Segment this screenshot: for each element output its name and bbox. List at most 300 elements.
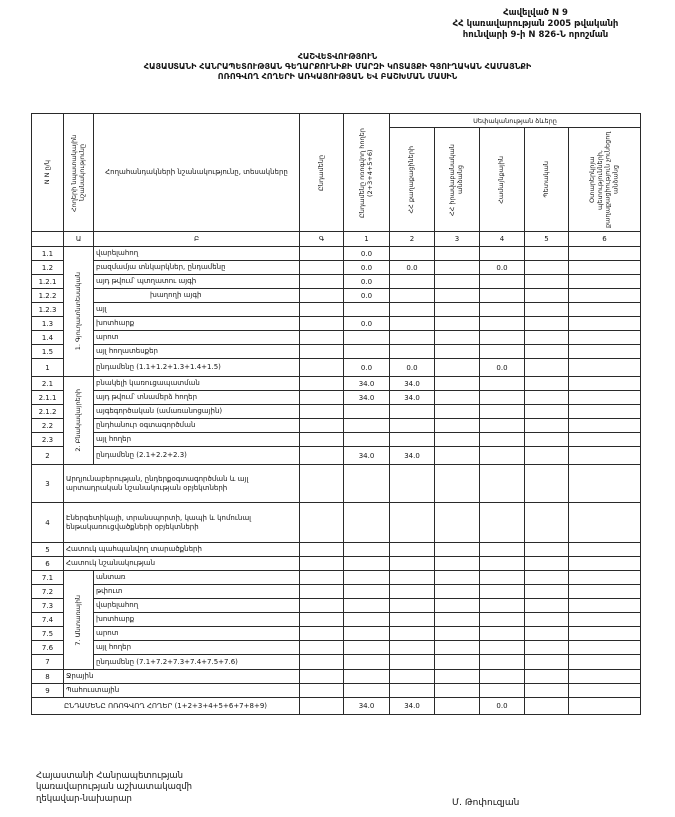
- value-cell: [390, 247, 435, 261]
- value-cell: [390, 684, 435, 698]
- value-cell: [344, 419, 390, 433]
- table-row: [32, 599, 641, 613]
- section-label: 7. Անտառային: [73, 594, 82, 646]
- value-cell: [569, 465, 641, 503]
- value-cell: [525, 655, 569, 670]
- table-row: [32, 698, 641, 715]
- col-header-foreign-text: Օտարերկրյա պետությունների, քաղաքացիություն չունեցող անձանց: [587, 131, 620, 228]
- value-cell: [390, 433, 435, 447]
- row-number: 4: [32, 503, 64, 543]
- row-label: ընդամենը (7.1+7.2+7.3+7.4+7.5+7.6): [94, 655, 300, 670]
- value-cell: [525, 447, 569, 465]
- table-row: [32, 585, 641, 599]
- value-cell: [480, 543, 525, 557]
- footer-line-2: կառավարության աշխատակազմի: [36, 782, 193, 793]
- col-header-state-text: Պետական: [541, 161, 550, 198]
- row-label: Հատուկ նշանակության: [64, 557, 300, 571]
- value-cell: [569, 303, 641, 317]
- value-cell: 0.0: [390, 359, 435, 377]
- value-cell: [390, 557, 435, 571]
- row-number: 2: [32, 447, 64, 465]
- value-cell: 0.0: [480, 359, 525, 377]
- table-row: [32, 627, 641, 641]
- col-header-description: Հողահանդակների նշանակությունը, տեսակները: [94, 114, 300, 232]
- value-cell: [569, 391, 641, 405]
- value-cell: [525, 465, 569, 503]
- value-cell: 34.0: [390, 377, 435, 391]
- value-cell: [569, 317, 641, 331]
- value-cell: [435, 405, 480, 419]
- value-cell: [525, 698, 569, 715]
- value-cell: [435, 585, 480, 599]
- value-cell: [435, 557, 480, 571]
- value-cell: [525, 571, 569, 585]
- value-cell: [435, 543, 480, 557]
- value-cell: [300, 655, 344, 670]
- value-cell: [525, 503, 569, 543]
- ownership-group-header: Սեփականության ձևերը: [390, 114, 641, 128]
- value-cell: [344, 503, 390, 543]
- value-cell: [300, 543, 344, 557]
- title-line-2: ՀԱՅԱՍՏԱՆԻ ՀԱՆՐԱՊԵՏՈՒԹՅԱՆ ԳԵՂԱՐՔՈՒՆԻՔԻ ՄԱՐԶԻ ԿՈՏԱՅՔԻ ԳՅՈՒՂԱԿԱՆ ՀԱՄԱՅՆՔԻ: [143, 62, 532, 71]
- value-cell: [344, 655, 390, 670]
- value-cell: [344, 670, 390, 684]
- row-number: 2.1.1: [32, 391, 64, 405]
- row-label: այլ հողատեսքեր: [94, 345, 300, 359]
- value-cell: [344, 433, 390, 447]
- section-cell: [64, 571, 94, 670]
- row-label: Պահուստային: [64, 684, 300, 698]
- value-cell: [525, 261, 569, 275]
- value-cell: [525, 331, 569, 345]
- value-cell: [525, 303, 569, 317]
- value-cell: [525, 543, 569, 557]
- table-row: [32, 543, 641, 557]
- row-label: այդ թվում՝ տնամերձ հողեր: [94, 391, 300, 405]
- value-cell: [344, 303, 390, 317]
- value-cell: [569, 670, 641, 684]
- row-label: վարելահող: [94, 247, 300, 261]
- value-cell: [390, 627, 435, 641]
- value-cell: [435, 698, 480, 715]
- value-cell: [569, 359, 641, 377]
- value-cell: [525, 359, 569, 377]
- col-header-community-text: Համայնքային: [497, 155, 506, 204]
- value-cell: [300, 275, 344, 289]
- value-cell: [480, 345, 525, 359]
- value-cell: [344, 331, 390, 345]
- value-cell: [480, 405, 525, 419]
- value-cell: [300, 585, 344, 599]
- value-cell: 0.0: [344, 275, 390, 289]
- row-number: 8: [32, 670, 64, 684]
- row-label: արոտ: [94, 331, 300, 345]
- value-cell: [344, 557, 390, 571]
- value-cell: [300, 571, 344, 585]
- header-row-group: [32, 114, 641, 128]
- value-cell: 34.0: [390, 447, 435, 465]
- value-cell: [525, 247, 569, 261]
- value-cell: [344, 599, 390, 613]
- row-number: 1.2.3: [32, 303, 64, 317]
- value-cell: [569, 261, 641, 275]
- table-row: [32, 331, 641, 345]
- value-cell: [344, 684, 390, 698]
- value-cell: [435, 599, 480, 613]
- value-cell: [435, 377, 480, 391]
- row-label: արոտ: [94, 627, 300, 641]
- value-cell: [569, 377, 641, 391]
- row-label: բազմամյա տնկարկներ, ընդամենը: [94, 261, 300, 275]
- table-row: [32, 447, 641, 465]
- value-cell: [344, 627, 390, 641]
- value-cell: [300, 317, 344, 331]
- value-cell: [300, 670, 344, 684]
- value-cell: [480, 557, 525, 571]
- value-cell: [435, 433, 480, 447]
- value-cell: [480, 655, 525, 670]
- col-header-legal-text: ՀՀ իրավաբանական անձանց: [448, 143, 464, 216]
- row-label: բնակելի կառուցապատման: [94, 377, 300, 391]
- value-cell: [435, 641, 480, 655]
- col-header-num: [32, 114, 64, 232]
- value-cell: [300, 247, 344, 261]
- value-cell: [480, 377, 525, 391]
- value-cell: [569, 557, 641, 571]
- value-cell: [569, 433, 641, 447]
- value-cell: [480, 684, 525, 698]
- value-cell: [300, 345, 344, 359]
- row-number: 7.4: [32, 613, 64, 627]
- value-cell: [435, 613, 480, 627]
- row-number: 7: [32, 655, 64, 670]
- value-cell: [390, 465, 435, 503]
- row-number: 1.3: [32, 317, 64, 331]
- row-number: 7.6: [32, 641, 64, 655]
- value-cell: [480, 503, 525, 543]
- value-cell: [435, 345, 480, 359]
- value-cell: [525, 345, 569, 359]
- title-line-1: ՀԱՇՎԵՏՎՈՒԹՅՈՒՆ: [297, 52, 378, 61]
- value-cell: [300, 557, 344, 571]
- value-cell: 34.0: [390, 698, 435, 715]
- value-cell: [525, 405, 569, 419]
- value-cell: 34.0: [344, 391, 390, 405]
- row-label: այգեգործական (ամառանոցային): [94, 405, 300, 419]
- value-cell: [525, 433, 569, 447]
- section-cell: [64, 377, 94, 465]
- table-row: [32, 465, 641, 503]
- value-cell: 0.0: [344, 359, 390, 377]
- row-number: 1.1: [32, 247, 64, 261]
- letter-cell: 4: [480, 232, 525, 247]
- section-label: 2. Բնակավայրերի: [73, 389, 82, 452]
- table-row: [32, 391, 641, 405]
- value-cell: [344, 641, 390, 655]
- letter-cell: Բ: [94, 232, 300, 247]
- letter-cell: 6: [569, 232, 641, 247]
- value-cell: [525, 557, 569, 571]
- col-header-irrigated: [344, 114, 390, 232]
- table-row: [32, 684, 641, 698]
- col-header-foreign: [569, 128, 641, 232]
- col-header-legal: [435, 128, 480, 232]
- value-cell: [569, 655, 641, 670]
- value-cell: [300, 391, 344, 405]
- value-cell: 0.0: [344, 247, 390, 261]
- value-cell: [390, 543, 435, 557]
- value-cell: [344, 345, 390, 359]
- row-label: ընդհանուր օգտագործման: [94, 419, 300, 433]
- value-cell: [480, 585, 525, 599]
- letter-cell-blank: [32, 232, 64, 247]
- value-cell: [435, 447, 480, 465]
- table-row: [32, 613, 641, 627]
- value-cell: [480, 433, 525, 447]
- row-label: խոտհարք: [94, 317, 300, 331]
- table-row: [32, 670, 641, 684]
- value-cell: [569, 247, 641, 261]
- row-number: 2.1: [32, 377, 64, 391]
- row-label: ընդամենը (2.1+2.2+2.3): [94, 447, 300, 465]
- col-header-citizens: [390, 128, 435, 232]
- value-cell: [480, 317, 525, 331]
- value-cell: [344, 465, 390, 503]
- value-cell: [569, 641, 641, 655]
- value-cell: [300, 261, 344, 275]
- value-cell: [480, 670, 525, 684]
- value-cell: 0.0: [480, 261, 525, 275]
- value-cell: [390, 345, 435, 359]
- col-header-section: [64, 114, 94, 232]
- value-cell: [435, 571, 480, 585]
- value-cell: [569, 289, 641, 303]
- appendix-reference: [418, 8, 653, 41]
- table-row: [32, 275, 641, 289]
- row-label: ընդամենը (1.1+1.2+1.3+1.4+1.5): [94, 359, 300, 377]
- row-number: 1.2.2: [32, 289, 64, 303]
- report-title: [0, 52, 675, 82]
- value-cell: [435, 247, 480, 261]
- col-header-total-text: Ընդամենը: [316, 154, 325, 191]
- value-cell: [390, 275, 435, 289]
- row-label: թփուտ: [94, 585, 300, 599]
- row-number: 2.1.2: [32, 405, 64, 419]
- value-cell: [480, 289, 525, 303]
- value-cell: [300, 465, 344, 503]
- value-cell: [390, 317, 435, 331]
- value-cell: [390, 503, 435, 543]
- value-cell: [569, 698, 641, 715]
- value-cell: [435, 465, 480, 503]
- row-label: խոտհարք: [94, 613, 300, 627]
- value-cell: [390, 571, 435, 585]
- row-label: խաղողի այգի: [94, 289, 300, 303]
- value-cell: [300, 684, 344, 698]
- row-label: Էներգետիկայի, տրանսպորտի, կապի և կոմունալ ենթակառուցվածքների օբյեկտների: [64, 503, 300, 543]
- value-cell: [480, 447, 525, 465]
- value-cell: [344, 405, 390, 419]
- value-cell: [435, 261, 480, 275]
- letter-cell: Ա: [64, 232, 94, 247]
- table-row: [32, 405, 641, 419]
- value-cell: [569, 599, 641, 613]
- section-cell: [64, 247, 94, 377]
- value-cell: [435, 303, 480, 317]
- value-cell: [525, 275, 569, 289]
- row-label: անտառ: [94, 571, 300, 585]
- value-cell: [525, 289, 569, 303]
- value-cell: 34.0: [390, 391, 435, 405]
- value-cell: [390, 655, 435, 670]
- letter-row: [32, 232, 641, 247]
- value-cell: [435, 331, 480, 345]
- value-cell: [344, 585, 390, 599]
- row-number: 1: [32, 359, 64, 377]
- value-cell: [390, 303, 435, 317]
- value-cell: [480, 391, 525, 405]
- value-cell: [300, 405, 344, 419]
- value-cell: [300, 627, 344, 641]
- value-cell: 0.0: [390, 261, 435, 275]
- appendix-line-1: Հավելված N 9: [503, 8, 568, 18]
- value-cell: [300, 641, 344, 655]
- value-cell: [569, 571, 641, 585]
- value-cell: [300, 419, 344, 433]
- value-cell: [569, 627, 641, 641]
- value-cell: [569, 275, 641, 289]
- value-cell: [435, 503, 480, 543]
- value-cell: [435, 655, 480, 670]
- value-cell: [390, 405, 435, 419]
- table-row: [32, 289, 641, 303]
- value-cell: [300, 289, 344, 303]
- row-number: 9: [32, 684, 64, 698]
- row-label: վարելահող: [94, 599, 300, 613]
- table-row: [32, 247, 641, 261]
- value-cell: [480, 613, 525, 627]
- value-cell: [525, 684, 569, 698]
- value-cell: [525, 670, 569, 684]
- footer-line-3: ղեկավար-նախարար: [36, 793, 132, 804]
- value-cell: [300, 303, 344, 317]
- row-number: 1.2.1: [32, 275, 64, 289]
- value-cell: [480, 571, 525, 585]
- value-cell: [344, 613, 390, 627]
- appendix-line-2: ՀՀ կառավարության 2005 թվականի: [452, 19, 619, 30]
- value-cell: [480, 641, 525, 655]
- value-cell: [569, 543, 641, 557]
- row-label: այլ հողեր: [94, 641, 300, 655]
- row-label: այլ: [94, 303, 300, 317]
- value-cell: [390, 331, 435, 345]
- row-label: Արդյունաբերության, ընդերքօգտագործման և այլ արտադրական նշանակության օբյեկտների: [64, 465, 300, 503]
- letter-cell: 5: [525, 232, 569, 247]
- value-cell: [435, 391, 480, 405]
- value-cell: [390, 585, 435, 599]
- title-line-3: ՈՌՈԳՎՈՂ ՀՈՂԵՐԻ ԱՌԿԱՅՈՒԹՅԱՆ ԵՎ ԲԱՇԽՄԱՆ ՄԱՍԻՆ: [217, 72, 458, 81]
- grand-total-label: ԸՆԴԱՄԵՆԸ ՈՌՈԳՎՈՂ ՀՈՂԵՐ (1+2+3+4+5+6+7+8+9): [32, 698, 300, 715]
- value-cell: [525, 627, 569, 641]
- value-cell: 34.0: [344, 698, 390, 715]
- value-cell: [300, 613, 344, 627]
- value-cell: [344, 571, 390, 585]
- col-header-citizens-text: ՀՀ քաղաքացիների: [407, 145, 416, 214]
- row-number: 7.1: [32, 571, 64, 585]
- value-cell: [480, 275, 525, 289]
- footer-line-1: Հայաստանի Հանրապետության: [36, 771, 184, 781]
- col-header-num-text: N N ը/կ: [42, 160, 51, 185]
- col-header-state: [525, 128, 569, 232]
- row-number: 1.2: [32, 261, 64, 275]
- value-cell: [300, 433, 344, 447]
- value-cell: [435, 419, 480, 433]
- value-cell: [525, 419, 569, 433]
- col-header-total: [300, 114, 344, 232]
- value-cell: [569, 405, 641, 419]
- value-cell: 34.0: [344, 447, 390, 465]
- table-row: [32, 377, 641, 391]
- value-cell: [569, 345, 641, 359]
- value-cell: [300, 447, 344, 465]
- value-cell: 34.0: [344, 377, 390, 391]
- row-label: այդ թվում՝ պտղատու այգի: [94, 275, 300, 289]
- value-cell: [390, 599, 435, 613]
- value-cell: [435, 627, 480, 641]
- row-number: 1.4: [32, 331, 64, 345]
- value-cell: [480, 419, 525, 433]
- row-number: 3: [32, 465, 64, 503]
- row-number: 6: [32, 557, 64, 571]
- letter-cell: Գ: [300, 232, 344, 247]
- row-number: 7.2: [32, 585, 64, 599]
- value-cell: [480, 247, 525, 261]
- table-row: [32, 655, 641, 670]
- table-row: [32, 261, 641, 275]
- value-cell: [525, 317, 569, 331]
- value-cell: [300, 331, 344, 345]
- table-row: [32, 571, 641, 585]
- row-label: Հատուկ պահպանվող տարածքների: [64, 543, 300, 557]
- value-cell: [569, 503, 641, 543]
- table-row: [32, 419, 641, 433]
- value-cell: [390, 641, 435, 655]
- row-number: 7.5: [32, 627, 64, 641]
- appendix-line-3: հունվարի 9-ի N 826-Ն որոշման: [462, 30, 609, 41]
- col-header-community: [480, 128, 525, 232]
- value-cell: [480, 627, 525, 641]
- letter-cell: 1: [344, 232, 390, 247]
- signature-name: Մ. Թոփուզյան: [452, 798, 520, 808]
- value-cell: [300, 377, 344, 391]
- table-row: [32, 433, 641, 447]
- letter-cell: 2: [390, 232, 435, 247]
- value-cell: [569, 447, 641, 465]
- value-cell: 0.0: [480, 698, 525, 715]
- value-cell: 0.0: [344, 317, 390, 331]
- value-cell: [480, 331, 525, 345]
- value-cell: [435, 275, 480, 289]
- table-row: [32, 641, 641, 655]
- value-cell: [525, 599, 569, 613]
- row-number: 1.5: [32, 345, 64, 359]
- value-cell: [525, 641, 569, 655]
- value-cell: [344, 543, 390, 557]
- value-cell: [390, 419, 435, 433]
- value-cell: [435, 359, 480, 377]
- row-number: 5: [32, 543, 64, 557]
- value-cell: [300, 599, 344, 613]
